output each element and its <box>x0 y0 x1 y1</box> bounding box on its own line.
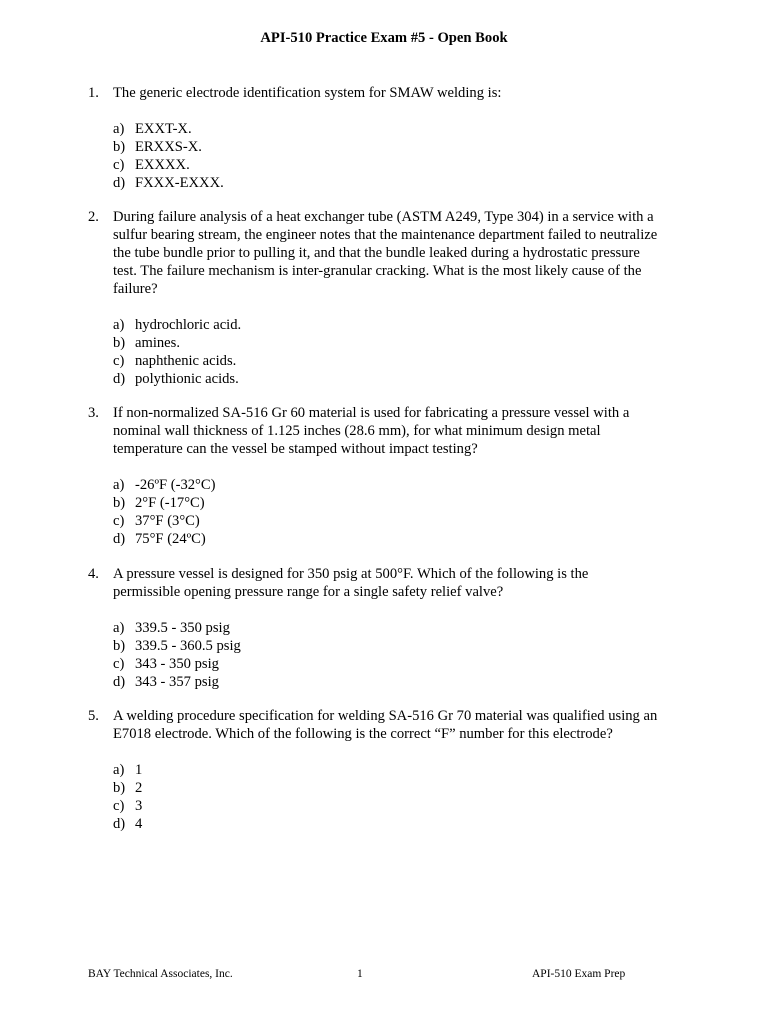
answer-option <box>113 352 688 370</box>
option-text: FXXX-EXXX. <box>135 175 224 191</box>
option-text: 75°F (24ºC) <box>135 531 206 547</box>
option-label: b) <box>113 139 126 155</box>
answer-option <box>113 370 688 388</box>
answer-option <box>113 174 688 192</box>
question-5 <box>88 707 688 833</box>
question-2 <box>88 208 688 388</box>
question-number: 3. <box>88 405 99 421</box>
option-text: -26ºF (-32°C) <box>135 477 216 493</box>
question-line: nominal wall thickness of 1.125 inches (28.6 mm), for what minimum design metal <box>113 423 601 439</box>
option-label: a) <box>113 620 125 636</box>
answer-option <box>113 138 688 156</box>
question-number: 2. <box>88 209 99 225</box>
option-text: 343 - 350 psig <box>135 656 219 672</box>
question-line: test. The failure mechanism is inter-granular cracking. What is the most likely cause of the <box>113 263 642 279</box>
option-label: a) <box>113 762 125 778</box>
option-text: 339.5 - 350 psig <box>135 620 230 636</box>
option-label: b) <box>113 780 126 796</box>
option-label: c) <box>113 656 125 672</box>
answer-option <box>113 334 688 352</box>
question-number: 5. <box>88 708 99 724</box>
question-line: A pressure vessel is designed for 350 psig at 500°F. Which of the following is the <box>113 566 589 582</box>
question-text <box>113 565 688 601</box>
option-label: c) <box>113 157 125 173</box>
option-label: d) <box>113 175 126 191</box>
option-text: naphthenic acids. <box>135 353 237 369</box>
footer-company: BAY Technical Associates, Inc. <box>88 968 233 980</box>
question-text <box>113 208 688 298</box>
option-text: 2°F (-17°C) <box>135 495 205 511</box>
answer-options <box>113 619 688 691</box>
question-number: 1. <box>88 85 99 101</box>
option-text: 343 - 357 psig <box>135 674 219 690</box>
option-text: ERXXS-X. <box>135 139 202 155</box>
option-text: 339.5 - 360.5 psig <box>135 638 241 654</box>
option-label: c) <box>113 513 125 529</box>
option-label: d) <box>113 674 126 690</box>
option-label: d) <box>113 816 126 832</box>
question-text <box>113 707 688 743</box>
option-label: b) <box>113 495 126 511</box>
answer-option <box>113 673 688 691</box>
answer-option <box>113 761 688 779</box>
answer-option <box>113 779 688 797</box>
option-text: 2 <box>135 780 143 796</box>
question-4 <box>88 565 688 691</box>
answer-option <box>113 637 688 655</box>
answer-option <box>113 316 688 334</box>
question-line: During failure analysis of a heat exchanger tube (ASTM A249, Type 304) in a service with a <box>113 209 654 225</box>
option-text: 37°F (3°C) <box>135 513 200 529</box>
option-text: hydrochloric acid. <box>135 317 242 333</box>
answer-option <box>113 494 688 512</box>
question-text <box>113 84 688 102</box>
answer-options <box>113 476 688 548</box>
question-number: 4. <box>88 566 99 582</box>
question-line: If non-normalized SA-516 Gr 60 material is used for fabricating a pressure vessel with a <box>113 405 630 421</box>
option-text: EXXXX. <box>135 157 190 173</box>
option-label: a) <box>113 121 125 137</box>
answer-option <box>113 476 688 494</box>
page-title: API-510 Practice Exam #5 - Open Book <box>260 30 508 46</box>
option-text: 1 <box>135 762 143 778</box>
question-line: The generic electrode identification system for SMAW welding is: <box>113 85 502 101</box>
question-line: failure? <box>113 281 158 297</box>
question-text <box>113 404 688 458</box>
answer-options <box>113 761 688 833</box>
answer-option <box>113 619 688 637</box>
page-footer <box>0 965 768 983</box>
question-line: A welding procedure specification for welding SA-516 Gr 70 material was qualified using an <box>113 708 658 724</box>
question-line: E7018 electrode. Which of the following is the correct “F” number for this electrode? <box>113 726 613 742</box>
option-text: 4 <box>135 816 143 832</box>
option-label: b) <box>113 335 126 351</box>
option-text: 3 <box>135 798 143 814</box>
answer-option <box>113 156 688 174</box>
option-text: EXXT-X. <box>135 121 192 137</box>
answer-option <box>113 815 688 833</box>
footer-page-number: 1 <box>357 968 363 980</box>
question-line: the tube bundle prior to pulling it, and that the bundle leaked during a hydrostatic pressure <box>113 245 640 261</box>
question-3 <box>88 404 688 548</box>
option-text: polythionic acids. <box>135 371 239 387</box>
question-line: permissible opening pressure range for a single safety relief valve? <box>113 584 504 600</box>
option-label: a) <box>113 317 125 333</box>
answer-option <box>113 655 688 673</box>
question-1 <box>88 84 688 192</box>
option-text: amines. <box>135 335 180 351</box>
answer-option <box>113 530 688 548</box>
answer-options <box>113 120 688 192</box>
answer-option <box>113 512 688 530</box>
answer-options <box>113 316 688 388</box>
footer-doc-title: API-510 Exam Prep <box>532 968 626 980</box>
option-label: d) <box>113 531 126 547</box>
option-label: c) <box>113 798 125 814</box>
question-line: temperature can the vessel be stamped without impact testing? <box>113 441 478 457</box>
option-label: d) <box>113 371 126 387</box>
option-label: b) <box>113 638 126 654</box>
option-label: a) <box>113 477 125 493</box>
answer-option <box>113 120 688 138</box>
question-line: sulfur bearing stream, the engineer notes that the maintenance department failed to neutralize <box>113 227 658 243</box>
option-label: c) <box>113 353 125 369</box>
answer-option <box>113 797 688 815</box>
